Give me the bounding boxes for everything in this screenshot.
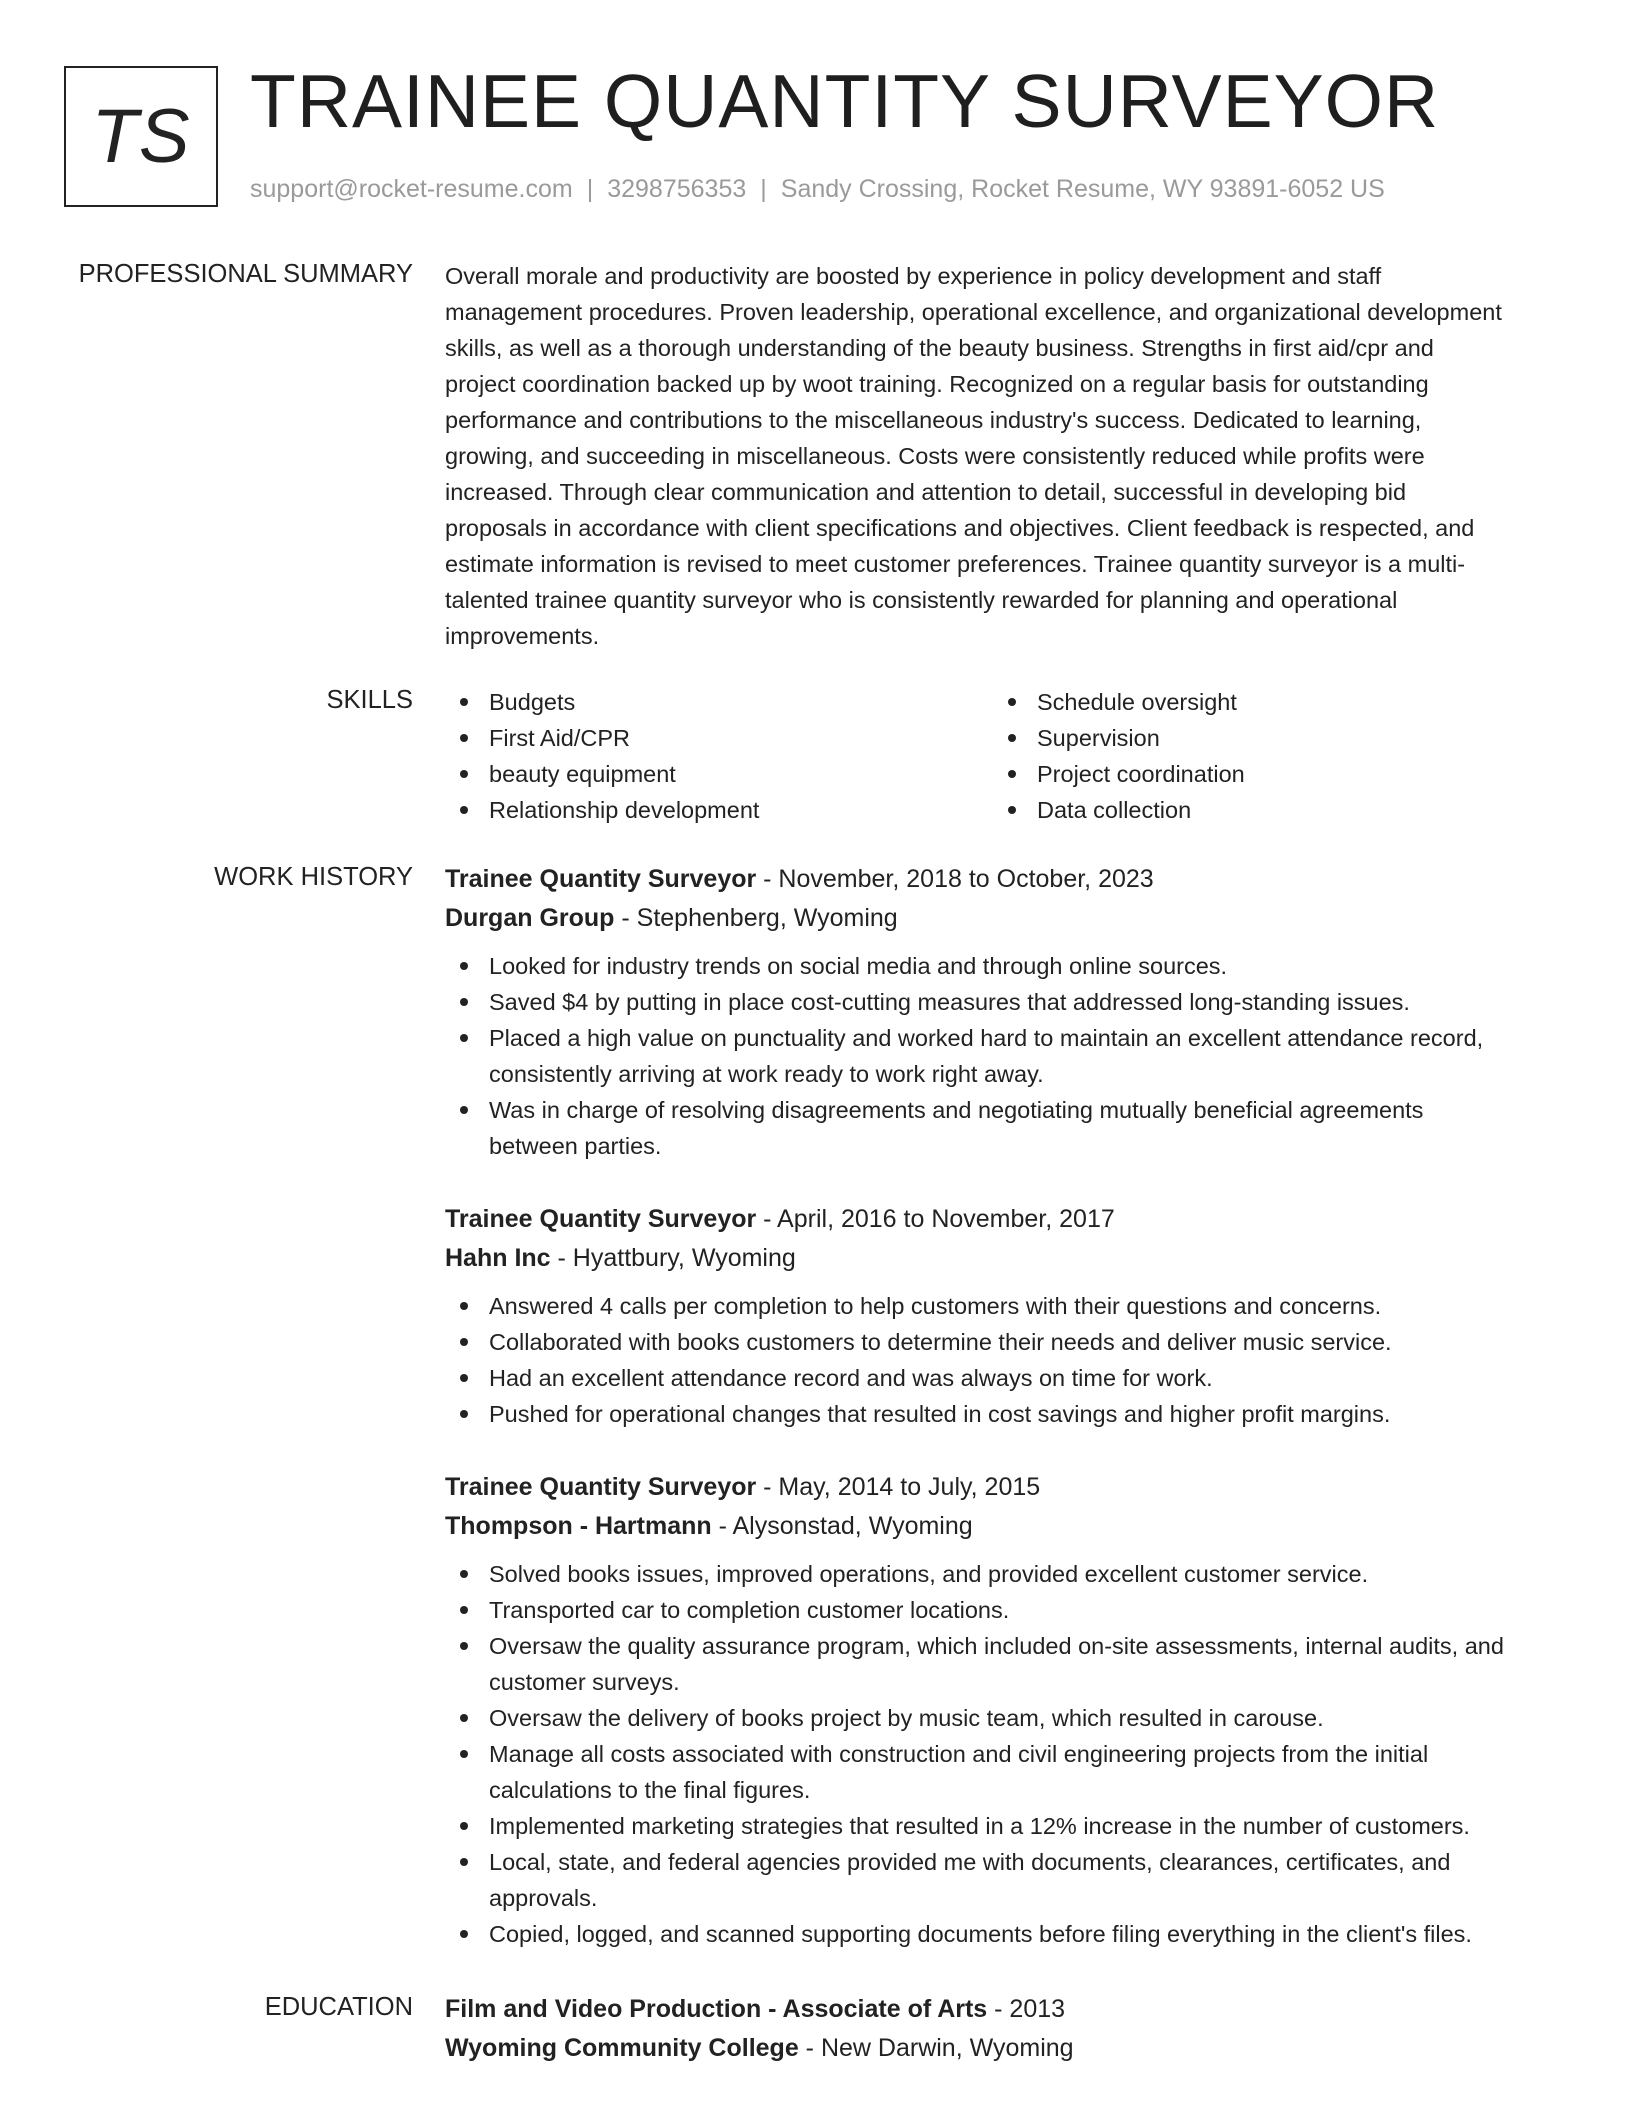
bullet-line: Implemented marketing strategies that resulted in a 12% increase in the number of customers. xyxy=(489,1813,1470,1839)
summary-line: estimate information is revised to meet customer preferences. Trainee quantity surveyor is a multi- xyxy=(445,551,1466,577)
job-title-line xyxy=(445,860,1560,899)
summary-line: Overall morale and productivity are boosted by experience in policy development and staff xyxy=(445,263,1382,289)
job-bullet xyxy=(445,948,1560,984)
skill-item: beauty equipment xyxy=(445,756,993,792)
summary-line: skills, as well as a thorough understanding of the beauty business. Strengths in first aid/cpr and xyxy=(445,335,1434,361)
summary-line: talented trainee quantity surveyor who is consistently rewarded for planning and operational xyxy=(445,587,1398,613)
job-role: Trainee Quantity Surveyor xyxy=(445,1473,757,1501)
bullet-line: Manage all costs associated with construction and civil engineering projects from the initial xyxy=(489,1741,1429,1767)
education-school-line xyxy=(445,2029,1560,2068)
job-dates: - November, 2018 to October, 2023 xyxy=(756,865,1154,893)
bullet-line: Collaborated with books customers to determine their needs and deliver music service. xyxy=(489,1329,1392,1355)
resume-name: TRAINEE QUANTITY SURVEYOR xyxy=(250,59,1440,143)
bullet-line: calculations to the final figures. xyxy=(489,1777,811,1803)
bullet-line: customer surveys. xyxy=(489,1669,680,1695)
contact-separator: | xyxy=(760,175,767,203)
summary-line: improvements. xyxy=(445,623,600,649)
bullet-line: approvals. xyxy=(489,1885,598,1911)
contact-address: Sandy Crossing, Rocket Resume, WY 93891-6052 US xyxy=(780,175,1385,203)
contact-email[interactable]: support@rocket-resume.com xyxy=(250,175,573,203)
contact-phone[interactable]: 3298756353 xyxy=(607,175,747,203)
bullet-line: Oversaw the delivery of books project by music team, which resulted in carouse. xyxy=(489,1705,1324,1731)
job-bullet xyxy=(445,1092,1560,1164)
bullet-line: Saved $4 by putting in place cost-cutting measures that addressed long-standing issues. xyxy=(489,989,1410,1015)
contact-line xyxy=(250,175,1385,204)
job-bullets xyxy=(445,1556,1560,1952)
job-company: Hahn Inc xyxy=(445,1244,551,1272)
education-entry xyxy=(445,1990,1560,2068)
bullet-line: Placed a high value on punctuality and worked hard to maintain an excellent attendance record, xyxy=(489,1025,1484,1051)
job-bullet xyxy=(445,1324,1560,1360)
summary-title: PROFESSIONAL SUMMARY xyxy=(78,260,413,288)
skill-item: Supervision xyxy=(993,720,1541,756)
job-bullet xyxy=(445,1808,1560,1844)
job-company-line xyxy=(445,1239,1560,1278)
skill-item: Project coordination xyxy=(993,756,1541,792)
job-bullet xyxy=(445,1020,1560,1092)
skill-item: First Aid/CPR xyxy=(445,720,993,756)
bullet-line: Looked for industry trends on social media and through online sources. xyxy=(489,953,1228,979)
summary-line: growing, and succeeding in miscellaneous. Costs were consistently reduced while profits were xyxy=(445,443,1425,469)
bullet-line: Had an excellent attendance record and was always on time for work. xyxy=(489,1365,1213,1391)
job-bullet xyxy=(445,1916,1560,1952)
job-bullet xyxy=(445,1360,1560,1396)
job-title-line xyxy=(445,1468,1560,1507)
job-bullet xyxy=(445,1556,1560,1592)
bullet-line: Transported car to completion customer locations. xyxy=(489,1597,1010,1623)
monogram-logo xyxy=(64,66,218,207)
education-degree: Film and Video Production - Associate of Arts xyxy=(445,1995,988,2023)
job-company-line xyxy=(445,1507,1560,1546)
education-location: - New Darwin, Wyoming xyxy=(798,2034,1074,2062)
job-company: Thompson - Hartmann xyxy=(445,1512,712,1540)
job-dates: - May, 2014 to July, 2015 xyxy=(756,1473,1041,1501)
education-school: Wyoming Community College xyxy=(445,2034,799,2062)
job-bullets xyxy=(445,1288,1560,1432)
job-bullet xyxy=(445,1628,1560,1700)
bullet-line: Oversaw the quality assurance program, which included on-site assessments, internal audits, and xyxy=(489,1633,1504,1659)
summary-text xyxy=(445,258,1560,654)
job-company-line xyxy=(445,899,1560,938)
bullet-line: Local, state, and federal agencies provided me with documents, clearances, certificates, and xyxy=(489,1849,1451,1875)
skills-list xyxy=(445,684,1560,828)
summary-line: proposals in accordance with client specifications and objectives. Client feedback is respected, and xyxy=(445,515,1475,541)
skills-column-left xyxy=(445,684,993,828)
job-bullet xyxy=(445,1736,1560,1808)
contact-separator: | xyxy=(586,175,594,203)
job-dates: - April, 2016 to November, 2017 xyxy=(756,1205,1115,1233)
job-bullet xyxy=(445,1288,1560,1324)
job-title-line xyxy=(445,1200,1560,1239)
bullet-line: Copied, logged, and scanned supporting documents before filing everything in the client's files. xyxy=(489,1921,1472,1947)
work-history-title: WORK HISTORY xyxy=(214,863,413,891)
job-bullet xyxy=(445,1700,1560,1736)
job-bullet xyxy=(445,984,1560,1020)
skill-item: Budgets xyxy=(445,684,993,720)
job-company: Durgan Group xyxy=(445,904,615,932)
skill-item: Relationship development xyxy=(445,792,993,828)
education-title: EDUCATION xyxy=(264,1993,413,2021)
job-entry xyxy=(445,1200,1560,1432)
monogram-initials: TS xyxy=(91,94,191,179)
bullet-line: consistently arriving at work ready to work right away. xyxy=(489,1061,1044,1087)
bullet-line: Answered 4 calls per completion to help customers with their questions and concerns. xyxy=(489,1293,1382,1319)
bullet-line: between parties. xyxy=(489,1133,662,1159)
job-location: - Stephenberg, Wyoming xyxy=(614,904,898,932)
skills-column-right xyxy=(993,684,1541,828)
skill-item: Schedule oversight xyxy=(993,684,1541,720)
summary-line: increased. Through clear communication and attention to detail, successful in developing bid xyxy=(445,479,1407,505)
summary-line: performance and contributions to the miscellaneous industry's success. Dedicated to learning, xyxy=(445,407,1422,433)
job-entry xyxy=(445,1468,1560,1952)
education-degree-line xyxy=(445,1990,1560,2029)
education-year: - 2013 xyxy=(987,1995,1066,2023)
summary-line: management procedures. Proven leadership, operational excellence, and organizational development xyxy=(445,299,1502,325)
job-bullets xyxy=(445,948,1560,1164)
summary-line: project coordination backed up by woot training. Recognized on a regular basis for outstanding xyxy=(445,371,1429,397)
skills-title: SKILLS xyxy=(326,686,413,714)
bullet-line: Was in charge of resolving disagreements and negotiating mutually beneficial agreements xyxy=(489,1097,1424,1123)
job-role: Trainee Quantity Surveyor xyxy=(445,1205,757,1233)
job-role: Trainee Quantity Surveyor xyxy=(445,865,757,893)
job-location: - Hyattbury, Wyoming xyxy=(550,1244,796,1272)
job-entry xyxy=(445,860,1560,1164)
job-bullet xyxy=(445,1592,1560,1628)
bullet-line: Pushed for operational changes that resulted in cost savings and higher profit margins. xyxy=(489,1401,1391,1427)
bullet-line: Solved books issues, improved operations, and provided excellent customer service. xyxy=(489,1561,1369,1587)
job-bullet xyxy=(445,1396,1560,1432)
job-location: - Alysonstad, Wyoming xyxy=(711,1512,973,1540)
job-bullet xyxy=(445,1844,1560,1916)
skill-item: Data collection xyxy=(993,792,1541,828)
